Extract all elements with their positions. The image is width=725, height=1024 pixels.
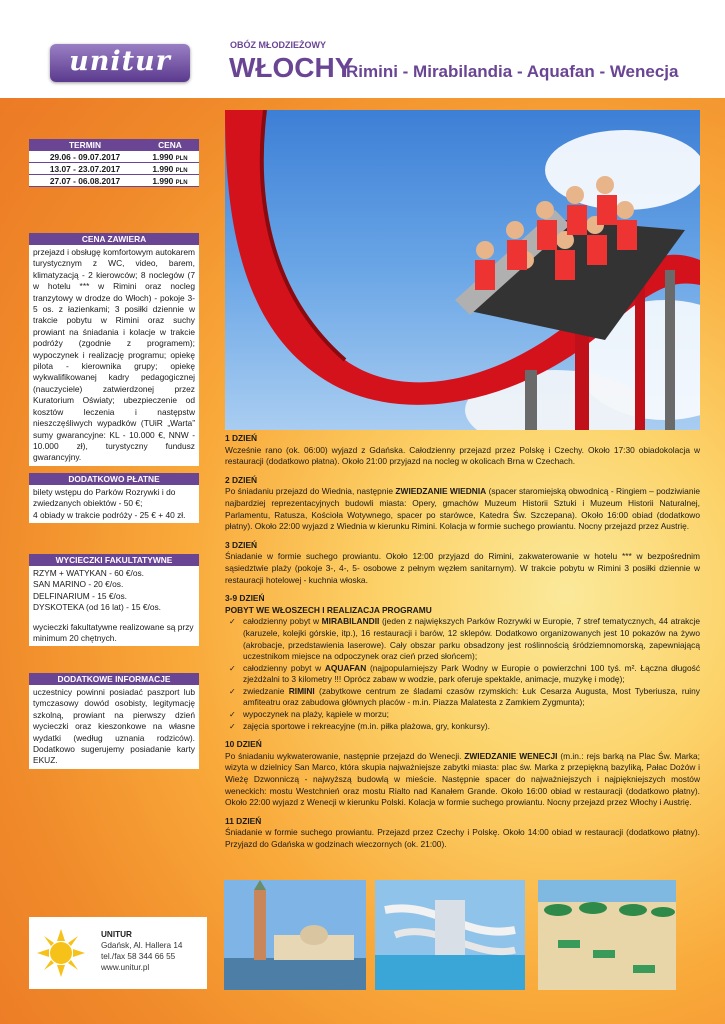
panel-wycieczki	[29, 554, 199, 646]
list-item: ✓ całodzienny pobyt w AQUAFAN (najpopularniejszy Park Wodny w Europie o powierzchni 100 tyś. m². Łączna długość zjeżdżalni to 3 kilometry !!! Oprócz zabaw w wodzie, park oferuje spektakle, animacje, muzykę i modę);	[225, 663, 700, 686]
logo-text: unitur	[69, 46, 171, 77]
table-row	[29, 151, 199, 163]
list-item: ✓ wypoczynek na plaży, kąpiele w morzu;	[225, 709, 700, 721]
day-heading: 3 DZIEŃ	[225, 539, 258, 550]
page-subtitle: OBÓZ MŁODZIEŻOWY	[230, 40, 326, 50]
panel-informacje	[29, 673, 199, 769]
list-item: ✓ zwiedzanie RIMINI (zabytkowe centrum ze śladami czasów rzymskich: Łuk Cesarza Augusta, Most Tyberiusza, ruiny amfiteatru oraz zabudowa głównych placów - m.in. Piazza Malatesta z Zamkiem Zygmunta);	[225, 686, 700, 709]
list-item: DELFINARIUM - 15 €/os.	[33, 590, 128, 601]
day-heading: 11 DZIEŃ	[225, 815, 262, 826]
panel-heading: WYCIECZKI FAKULTATYWNE	[29, 554, 199, 566]
table-row	[29, 163, 199, 175]
panel-heading: DODATKOWE INFORMACJE	[29, 673, 199, 685]
day-text: Po śniadaniu przejazd do Wiednia, następnie ZWIEDZANIE WIEDNIA (spacer staromiejską obwodnicą - Ringiem – podziwianie najbardziej reprezentacyjnych budowli miasta: Opery, gmachów Muzeum Historii Sztuki i Muzeum Historii Naturalnej, Parlamentu, Ratusza, Kościoła Wotywnego, spacer po starówce, Katedra Św. Szczepana). Około 16:00 obiad (dodatkowo płatny). Około 22:00 wyjazd z Wiednia w kierunku Rimini. Kolacja w formie suchego prowiantu. Nocny przejazd przez Austrię.	[225, 486, 700, 532]
day-heading: 1 DZIEŃ	[225, 433, 258, 443]
term-date: 27.07 - 06.08.2017	[49, 176, 121, 186]
day-subheading: POBYT WE WŁOSZECH I REALIZACJA PROGRAMU	[225, 604, 432, 615]
panel-text: bilety wstępu do Parków Rozrywki i do zwiedzanych obiektów - 50 €;	[33, 487, 176, 509]
roller-coaster-photo	[225, 110, 700, 430]
list-item: DYSKOTEKA (od 16 lat) - 15 €/os.	[33, 602, 162, 613]
term-price: 1.990 PLN	[152, 176, 188, 186]
day-heading: 2 DZIEŃ	[225, 474, 258, 485]
panel-dodatkowo	[29, 473, 199, 523]
day-heading: 10 DZIEŃ	[225, 739, 262, 750]
company-phone: tel./fax 58 344 66 55	[101, 952, 176, 961]
term-date: 29.06 - 09.07.2017	[49, 152, 121, 162]
term-price: 1.990 PLN	[152, 152, 188, 162]
aquafan-photo	[375, 880, 525, 990]
terms-header	[29, 139, 199, 151]
panel-text: przejazd i obsługę komfortowym autokarem turystycznym z WC, video, barem, klimatyzacją - 2 kierowców; 8 noclegów (7 w hotelu *** w Rimini oraz nocleg tranzytowy w drodze do Włoch) - pokoje 3-5 os. z łazienkami; 3 posiłki dziennie w trakcie pobytu w Rimini oraz suchy prowiant na śniadania i kolacje w trakcie podróży (zgodnie z programem); wypoczynek i realizację programu; opiekę pilota - kierownika grupy; opiekę wykwalifikowanej kadry pedagogicznej (nauczyciele) zatwierdzonej przez Kuratorium Oświaty; ubezpieczenie od kosztów leczenia i następstw nieszczęśliwych wypadków (TUiR „Warta” sumy gwarancyjne: KL - 10.000 €, NNW - 10.000 zł), turystyczny fundusz gwarancyjny.	[33, 247, 195, 463]
company-info	[101, 929, 182, 973]
company-name: UNITUR	[101, 930, 132, 939]
panel-heading: DODATKOWO PŁATNE	[29, 473, 199, 485]
term-date: 13.07 - 23.07.2017	[49, 164, 121, 174]
panel-text: 4 obiady w trakcie podróży - 25 € + 40 zł.	[33, 509, 186, 520]
program-list	[225, 616, 700, 732]
list-item: RZYM + WATYKAN - 60 €/os.	[33, 568, 144, 578]
page-title: WŁOCHY	[229, 52, 354, 83]
day-text: Po śniadaniu wykwaterowanie, następnie przejazd do Wenecji. ZWIEDZANIE WENECJI (m.in.: rejs barką na Plac Św. Marka; wizyta w dzielnicy San Marco, która skupia najważniejsze zabytki miasta: plac św. Marka z przepiękną bazyliką, Pałac Dożów i Wieżę Dzwonniczą - najwyższą budowlą w mieście. Następnie spacer do najważniejszych i najpiękniejszych mostów weneckich: mostu Westchnień oraz mostu Rialto nad Kanałem Grande. Około 16:00 obiad w restauracji (dodatkowo płatny). Około 22:00 wyjazd z Wenecji w kierunku Polski. Kolacja w formie suchego prowiantu. Nocny przejazd przez Włochy i Austrię.	[225, 750, 700, 808]
itinerary	[225, 433, 700, 851]
day-text: Śniadanie w formie suchego prowiantu. Przejazd przez Czechy i Polskę. Około 14:00 obiad w restauracji (dodatkowo płatny). Przyjazd do Gdańska w godzinach wieczornych (ok. 21:00).	[225, 827, 700, 849]
company-address: Gdańsk, Al. Hallera 14	[101, 941, 183, 950]
col-cena: CENA	[158, 140, 182, 150]
panel-text: uczestnicy powinni posiadać paszport lub tymczasowy dowód osobisty, legitymację szkolną, prowiant na pierwszy dzień wycieczki oraz kieszonkowe na własne wydatki (według uznania rodziców). Dodatkowo sugerujemy posiadanie karty EKUZ.	[33, 687, 195, 766]
unitur-logo	[50, 44, 190, 82]
panel-heading: CENA ZAWIERA	[29, 233, 199, 245]
day-text: Wcześnie rano (ok. 06:00) wyjazd z Gdańska. Całodzienny przejazd przez Polskę i Czechy. Około 17:30 obiadokolacja w restauracji (dodatkowo płatna). Około 21:00 przyjazd na nocleg w okolicach Brna w Czechach.	[225, 444, 700, 467]
panel-note: wycieczki fakultatywne realizowane są przy minimum 20 chętnych.	[33, 621, 194, 644]
term-price: 1.990 PLN	[152, 164, 188, 174]
col-termin: TERMIN	[68, 140, 102, 150]
beach-photo	[538, 880, 676, 990]
sun-logo-icon	[35, 927, 87, 979]
list-item: SAN MARINO - 20 €/os.	[33, 579, 124, 590]
panel-cena-zawiera	[29, 233, 199, 466]
day-text: Śniadanie w formie suchego prowiantu. Około 12:00 przyjazd do Rimini, zakwaterowanie w hotelu *** w bezpośrednim sąsiedztwie plaży (pokoje 3-, 4-, 5- osobowe z pełnym węzłem sanitarnym). W trakcie pobytu w Rimini 3 posiłki dziennie w restauracji hotelowej - kuchnia włoska.	[225, 551, 700, 585]
destinations: Rimini - Mirabilandia - Aquafan - Wenecja	[346, 62, 679, 81]
list-item: ✓ zajęcia sportowe i rekreacyjne (m.in. piłka plażowa, gry, konkursy).	[225, 721, 700, 733]
list-item: ✓ całodzienny pobyt w MIRABILANDII (jeden z największych Parków Rozrywki w Europie, 7 stref tematycznych, 44 atrakcje (karuzele, kolejki górskie, itp.), 16 restauracji i barów, 12 sklepów. Dodatkowo organizowanych jest 10 pokazów na żywo (akrobacje, przedstawienia laserowe). Cały obszar parku obsadzony jest roślinnością śródziemnomorską, zapewniającą uczestnikom miejsce na odpoczynek oraz cień przed słońcem);	[225, 616, 700, 662]
company-website[interactable]: www.unitur.pl	[101, 963, 150, 972]
terms-table	[29, 139, 199, 187]
table-row	[29, 175, 199, 187]
company-box	[29, 917, 207, 989]
venice-photo	[224, 880, 366, 990]
day-heading: 3-9 DZIEŃ	[225, 593, 265, 604]
